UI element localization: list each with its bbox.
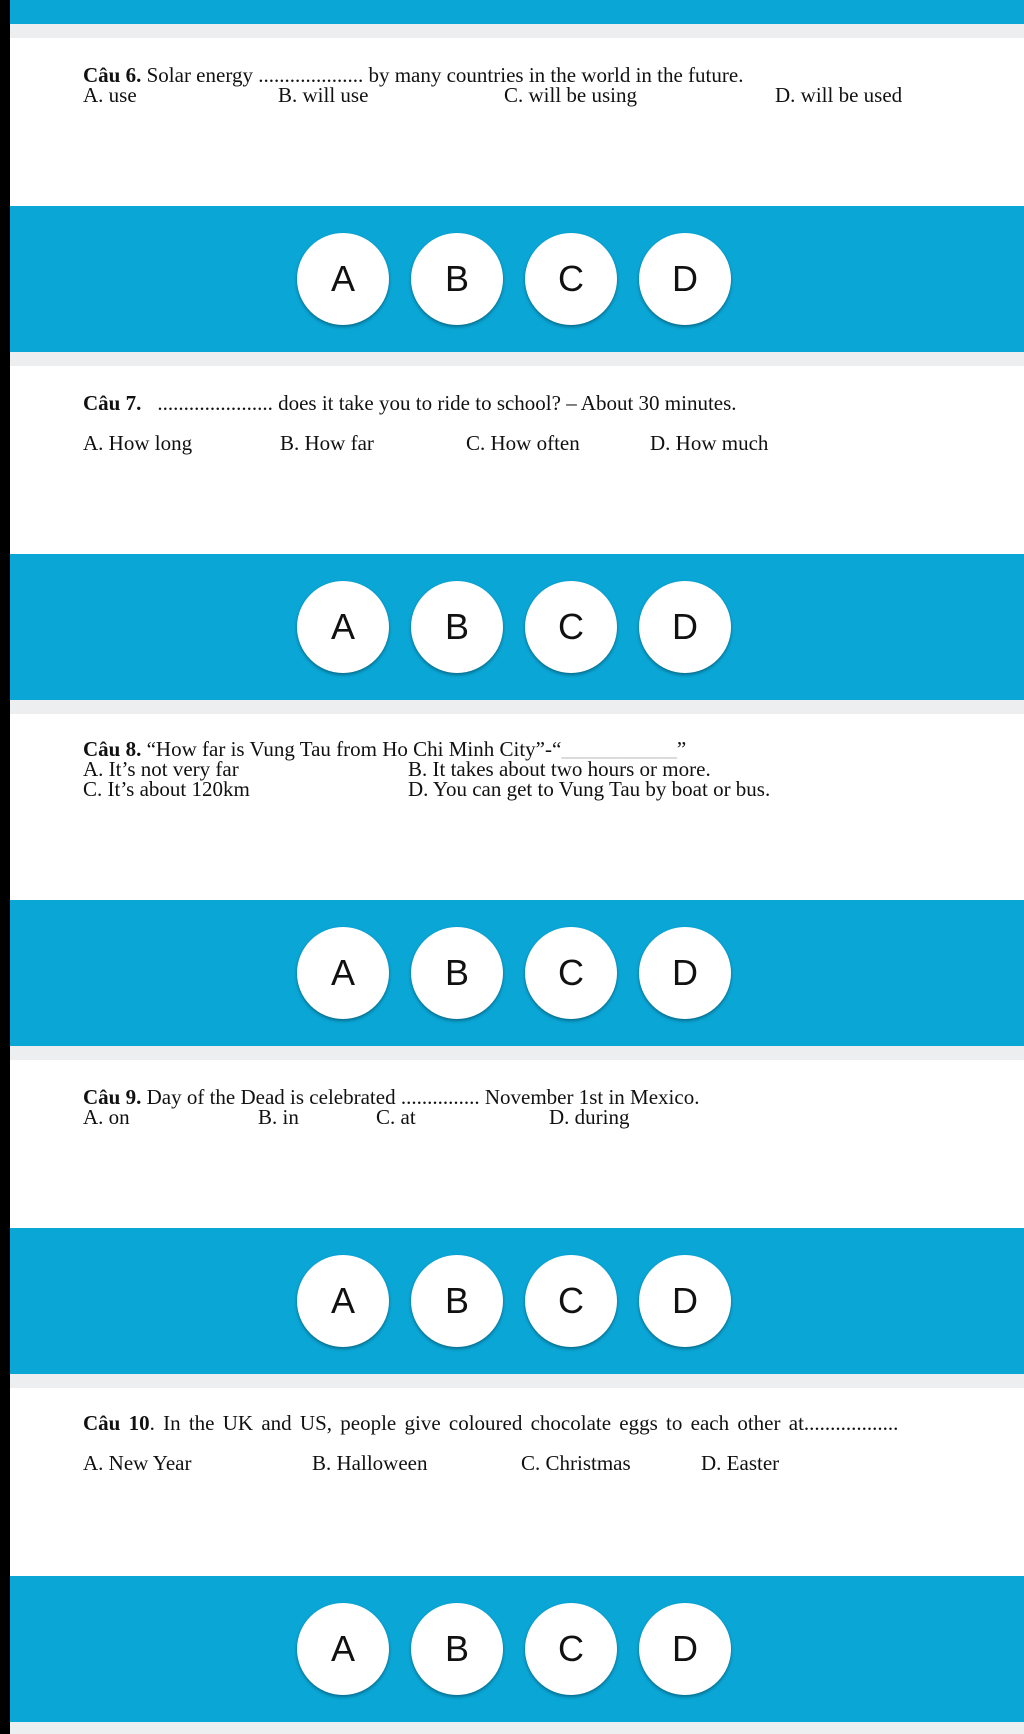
answer-band-6 xyxy=(10,206,1024,352)
answer-b-button[interactable]: B xyxy=(411,927,503,1019)
question-card-8 xyxy=(10,714,1024,900)
option-c: C. Christmas xyxy=(521,1451,631,1475)
answer-a-button[interactable]: A xyxy=(297,927,389,1019)
answer-blank: ............... xyxy=(400,1085,480,1109)
question-card-9 xyxy=(10,1060,1024,1228)
option-d: D. will be used xyxy=(775,83,903,107)
answer-c-button[interactable]: C xyxy=(525,233,617,325)
question-7-text: Câu 7. ...................... does it take you to ride to school? – About 30 minutes. xyxy=(83,391,737,415)
option-a: A. on xyxy=(83,1105,130,1129)
answer-d-button[interactable]: D xyxy=(639,581,731,673)
option-a: A. It’s not very far xyxy=(83,757,239,781)
answer-blank: .................. xyxy=(803,1411,899,1435)
answer-d-button[interactable]: D xyxy=(639,927,731,1019)
answer-d-button[interactable]: D xyxy=(639,1603,731,1695)
answer-blank: .................... xyxy=(258,63,364,87)
answer-band-8 xyxy=(10,900,1024,1046)
answer-band-7 xyxy=(10,554,1024,700)
answer-a-button[interactable]: A xyxy=(297,233,389,325)
question-9-text: Câu 9. Day of the Dead is celebrated ............... November 1st in Mexico. xyxy=(83,1085,700,1109)
question-card-7 xyxy=(10,366,1024,554)
answer-band-10 xyxy=(10,1576,1024,1722)
top-answer-band xyxy=(10,0,1024,24)
option-b: B. It takes about two hours or more. xyxy=(408,757,711,781)
answer-b-button[interactable]: B xyxy=(411,233,503,325)
option-b: B. will use xyxy=(278,83,369,107)
answer-c-button[interactable]: C xyxy=(525,927,617,1019)
option-a: A. How long xyxy=(83,431,193,455)
answer-d-button[interactable]: D xyxy=(639,233,731,325)
question-6-text: Câu 6. Solar energy .................... by many countries in the world in the future. xyxy=(83,63,744,87)
option-c: C. will be using xyxy=(504,83,638,107)
answer-b-button[interactable]: B xyxy=(411,1603,503,1695)
option-c: C. at xyxy=(376,1105,416,1129)
question-card-10 xyxy=(10,1388,1024,1576)
answer-blank: ...................... xyxy=(157,391,273,415)
option-d: D. You can get to Vung Tau by boat or bus. xyxy=(408,777,771,801)
option-d: D. during xyxy=(549,1105,630,1129)
answer-c-button[interactable]: C xyxy=(525,581,617,673)
answer-c-button[interactable]: C xyxy=(525,1603,617,1695)
answer-blank: ___________ xyxy=(561,737,677,761)
option-b: B. How far xyxy=(280,431,374,455)
option-d: D. How much xyxy=(650,431,769,455)
option-a: A. use xyxy=(83,83,137,107)
option-b: B. Halloween xyxy=(312,1451,428,1475)
option-d: D. Easter xyxy=(701,1451,780,1475)
page xyxy=(10,0,1024,1734)
question-8-text: Câu 8. “How far is Vung Tau from Ho Chi Minh City”-“___________” xyxy=(83,737,687,761)
answer-d-button[interactable]: D xyxy=(639,1255,731,1347)
option-b: B. in xyxy=(258,1105,299,1129)
answer-a-button[interactable]: A xyxy=(297,581,389,673)
answer-a-button[interactable]: A xyxy=(297,1255,389,1347)
question-10-text: Câu 10. In the UK and US, people give coloured chocolate eggs to each other at.................. xyxy=(83,1411,899,1435)
option-a: A. New Year xyxy=(83,1451,192,1475)
answer-c-button[interactable]: C xyxy=(525,1255,617,1347)
answer-band-9 xyxy=(10,1228,1024,1374)
option-c: C. How often xyxy=(466,431,580,455)
answer-b-button[interactable]: B xyxy=(411,1255,503,1347)
answer-a-button[interactable]: A xyxy=(297,1603,389,1695)
question-card-6 xyxy=(10,38,1024,206)
answer-b-button[interactable]: B xyxy=(411,581,503,673)
option-c: C. It’s about 120km xyxy=(83,777,250,801)
